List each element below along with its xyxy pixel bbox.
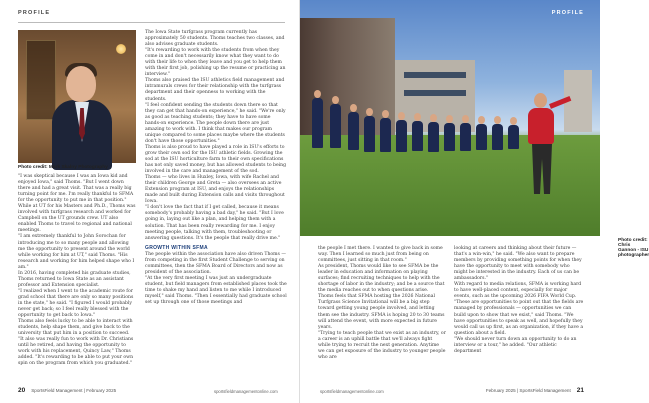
- page-footer: [486, 387, 584, 394]
- photo-person: [428, 122, 439, 152]
- photo-person: [348, 112, 359, 150]
- section-label: PROFILE: [551, 10, 584, 16]
- photo-window: [404, 72, 466, 78]
- paragraph: Thoms — who lives in Huxley, Iowa, with wife Rachel and their children George and Greta — also oversees an active Extension program at ISU, and enjoys the relationships made and built during Extension calls and visits throughout Iowa.: [145, 175, 285, 205]
- left-page: [0, 0, 300, 403]
- publication-name: SportsField Management | February 2025: [31, 388, 117, 393]
- section-label: PROFILE: [18, 10, 51, 16]
- paragraph: "I don't love the fact that if I get called, because it means somebody's probably having a bad day," he said. "But I love going in, laying out like a plan, and helping them with a solution. That has been really rewarding for me. I enjoy meeting people, talking with them, troubleshooting or answering questions. It's the people that really drive me.": [145, 205, 284, 241]
- paragraph: "These are opportunities to point out that the fields are managed by professionals — opportunities we can build upon to show that we exist," said Thoms. "We have opportunities to speak as well, and hopefully they would call us up first, as an organization, if they have a question about a field.: [454, 300, 584, 336]
- paragraph: "I am extremely thankful to John Sorochan for introducing me to so many people and allowing me the opportunity to present around the world while working for him at UT," said Thoms. "His research and working for him helped shape who I am.": [18, 234, 135, 270]
- photo-lamp: [116, 44, 126, 54]
- photo-head: [66, 66, 96, 102]
- paragraph: "I realized when I went to the academic route for grad school that there are only so many positions in the state," he said. "I figured I would probably never get back; so I feel really blessed with the opportunity to get back to Iowa.": [18, 288, 134, 319]
- paragraph: "Trying to teach people that we exist as an industry, or a career is an uphill battle that we'll always fight while trying to recruit the next generation. Anytime we can get exposure of the industry to younger people who are: [318, 330, 446, 360]
- page-number: 20: [18, 387, 26, 394]
- paragraph: "We should never turn down an opportunity to do an interview or a tour," he added. "Our athletic department: [454, 336, 577, 354]
- portrait-photo: [18, 30, 136, 163]
- paragraph: the people I met there. I wanted to give back in some way. Then I learned so much just from being on committees, just sitting in that room.": [318, 246, 443, 264]
- paragraph: "At the very first meeting I was just an undergraduate student, but field managers from established places took the time to shake my hand and listen to me while I introduced myself," said Thoms. "Then I essentially had graduate school set up through one of those meetings and: [145, 275, 287, 306]
- footer-website: [214, 389, 278, 394]
- paragraph: "I was skeptical because I was an Iowa kid and enjoyed Iowa," said Thoms. "But I went down there and had a great visit. That was a really big turning point for me. I'm really thankful to SFMA for the opportunity to put me in that position.": [18, 174, 134, 204]
- paragraph: Thoms also feels lucky to be able to interact with students, help shape them, and give back to the university that put him in a position to succeed.: [18, 319, 133, 337]
- right-page: [300, 0, 649, 403]
- photo-person: [412, 121, 423, 151]
- photo-person: [508, 125, 519, 149]
- photo-window: [404, 90, 466, 96]
- paragraph: Thoms is also proud to have played a role in ISU's efforts to grow their own sod for the ISU athletic fields. Growing the sod at the ISU horticulture farm to their own specifications has not only saved money, but has allowed students to being involved in the care and management of the sod.: [145, 144, 287, 175]
- photo-coach-head: [534, 93, 547, 108]
- article-column-4: [454, 246, 584, 386]
- photo-person: [396, 120, 407, 152]
- paragraph: Thoms also praised the ISU athletics field management and intramurals crews for their relationship with the turfgrass department and their openness to working with the students.: [145, 78, 285, 102]
- paragraph: In 2016, having completed his graduate studies, Thoms returned to Iowa State as an assistant professor and Extension specialist.: [18, 270, 131, 288]
- article-column-1: [18, 174, 136, 389]
- article-column-2: [145, 30, 287, 390]
- paragraph: The people within the association have also driven Thoms — from competing in the first Student Challenge to serving on committees, then the SFMA Board of Directors and now as president of the association.: [145, 251, 286, 275]
- photo-person: [460, 123, 471, 151]
- photo-person: [444, 123, 455, 151]
- photo-credit: Photo credit: Mark Skalny Photography: [18, 165, 108, 170]
- paragraph: With regard to media relations, SFMA is working hard to have well-placed content, especially for major events, such as the upcoming 2026 FIFA World Cup.: [454, 282, 582, 300]
- photo-door: [26, 40, 56, 120]
- paragraph: While at UT for his Masters and Ph.D., Thoms was involved with turfgrass research and worked for Campbell on the UT grounds crew. UT also enabled Thoms to travel to regional and national meetings.: [18, 204, 136, 234]
- group-photo: [300, 0, 600, 236]
- website-url: sportsfieldmanagementonline.com: [214, 389, 278, 394]
- page-number: 21: [576, 387, 584, 394]
- photo-credit: Photo credit: Chris Gannon - ISU photographer: [618, 238, 649, 258]
- photo-person: [364, 116, 375, 152]
- photo-person: [330, 104, 341, 148]
- paragraph: The Iowa State turfgrass program currently has approximately 50 students. Thoms teaches two classes, and also advises graduate students.: [145, 30, 285, 48]
- footer-website: [320, 389, 384, 394]
- page-footer: [18, 387, 116, 394]
- photo-person: [492, 124, 503, 150]
- photo-person: [476, 124, 487, 150]
- article-column-3: [318, 246, 446, 386]
- paragraph: Thoms feels that SFMA hosting the 2026 National Turfgrass Science Invitational will be a big step toward getting young people involved, and letting them see the industry. SFMA is hoping 20 to 30 teams will attend the event, with more expected in future years.: [318, 294, 445, 330]
- photo-coach-shirt: [528, 108, 554, 144]
- photo-person: [312, 98, 323, 148]
- publication-name: February 2025 | SportsField Management: [485, 388, 571, 393]
- paragraph: looking at careers and thinking about their future — that's a win-win," he said. "We also want to prepare members by providing something points for when they have the opportunity to meet with somebody who might be interested in the industry. Each of us can be ambassadors.": [454, 246, 582, 282]
- paragraph: "It also was really fun to work with Dr. Christians until he retired, and having the opportunity to work with his replacement, Quincy Law," Thoms added. "It's rewarding to be able to put your own spin on the program from which you graduated.": [18, 337, 134, 367]
- header-rule: [18, 22, 285, 23]
- website-url: sportsfieldmanagementonline.com: [320, 389, 384, 394]
- paragraph: As president, Thoms would like to see SFMA be the leader in education and information on playing surfaces; find recruiting techniques to help with the shortage of labor in the industry; and be a source that the media reaches out to when questions arise.: [318, 264, 445, 294]
- photo-person: [380, 118, 391, 152]
- paragraph: "I feel confident sending the students down there so that they can get that hands-on experience," he said. "We're only as good as teaching students; they have to have some hands-on experience. The people down there are just amazing to work with. I think that makes our program unique compared to some places maybe where the students don't have those opportunities.": [145, 102, 286, 144]
- section-heading: GROWTH WITHIN SFMA: [145, 244, 208, 251]
- paragraph: "It's rewarding to work with the students from when they come in and don't necessarily know what they want to do with their life to when they leave and you get to help them with their first job, polishing up the resume or practicing an interview.": [145, 48, 286, 78]
